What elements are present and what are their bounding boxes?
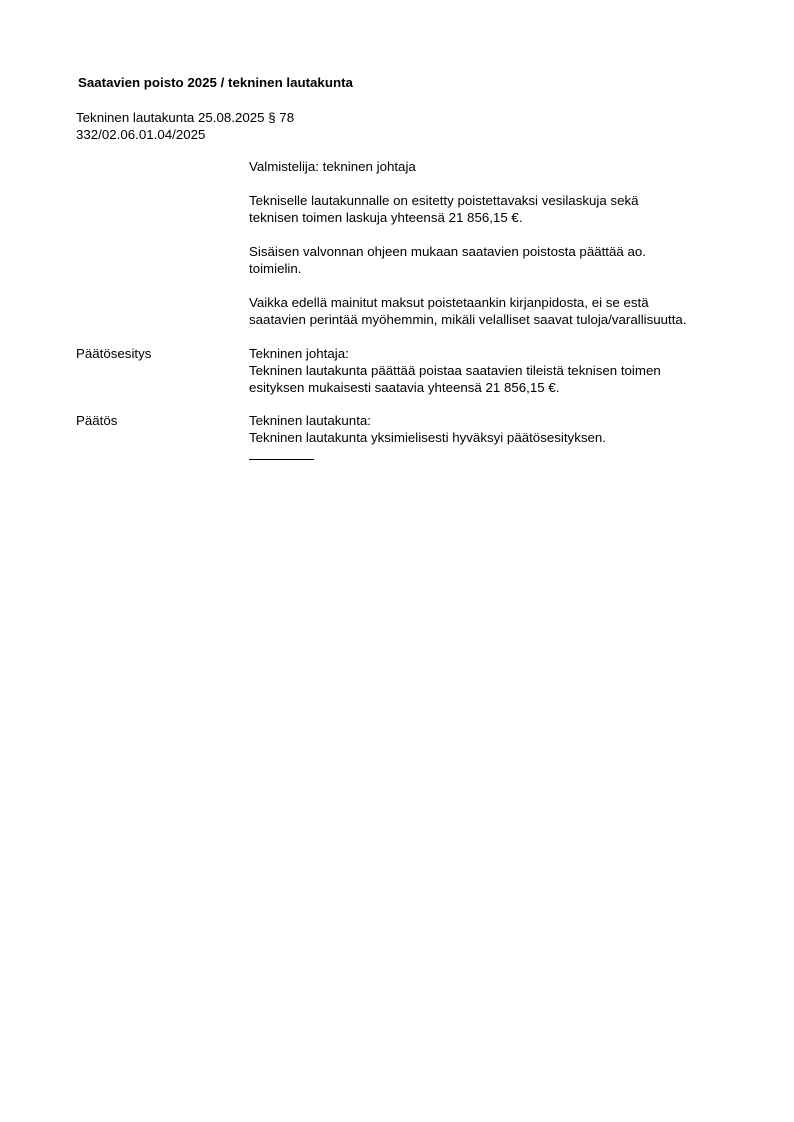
proposal-line: Tekninen lautakunta päättää poistaa saatavien tileistä teknisen toimen (249, 363, 661, 378)
proposal-author: Tekninen johtaja: (249, 346, 349, 361)
paragraph-line: teknisen toimen laskuja yhteensä 21 856,15 €. (249, 210, 523, 225)
decision-line: Tekninen lautakunta yksimielisesti hyväksyi päätösesityksen. (249, 430, 606, 445)
preparation-paragraph-2 (249, 243, 759, 277)
proposal-label: Päätösesitys (76, 346, 152, 361)
preparer-line (249, 158, 759, 175)
case-number: 332/02.06.01.04/2025 (76, 127, 206, 142)
preparation-paragraph-3 (249, 294, 759, 328)
paragraph-line: Vaikka edellä mainitut maksut poistetaankin kirjanpidosta, ei se estä (249, 295, 649, 310)
closing-divider (249, 459, 314, 460)
decision-body: Tekninen lautakunta: (249, 413, 371, 428)
decision-label: Päätös (76, 413, 118, 428)
proposal-line: esityksen mukaisesti saatavia yhteensä 21 856,15 €. (249, 380, 560, 395)
paragraph-line: Sisäisen valvonnan ohjeen mukaan saatavien poistosta päättää ao. (249, 244, 646, 259)
meeting-reference: Tekninen lautakunta 25.08.2025 § 78 (76, 110, 295, 125)
decision-section (249, 412, 759, 446)
preparation-paragraph-1 (249, 192, 759, 226)
document-title: Saatavien poisto 2025 / tekninen lautakunta (78, 75, 353, 90)
paragraph-line: saatavien perintää myöhemmin, mikäli velalliset saavat tuloja/varallisuutta. (249, 312, 687, 327)
proposal-section (249, 345, 759, 396)
paragraph-line: Tekniselle lautakunnalle on esitetty poistettavaksi vesilaskuja sekä (249, 193, 639, 208)
paragraph-line: toimielin. (249, 261, 302, 276)
document-meta (76, 109, 294, 143)
preparer-text: Valmistelija: tekninen johtaja (249, 159, 416, 174)
